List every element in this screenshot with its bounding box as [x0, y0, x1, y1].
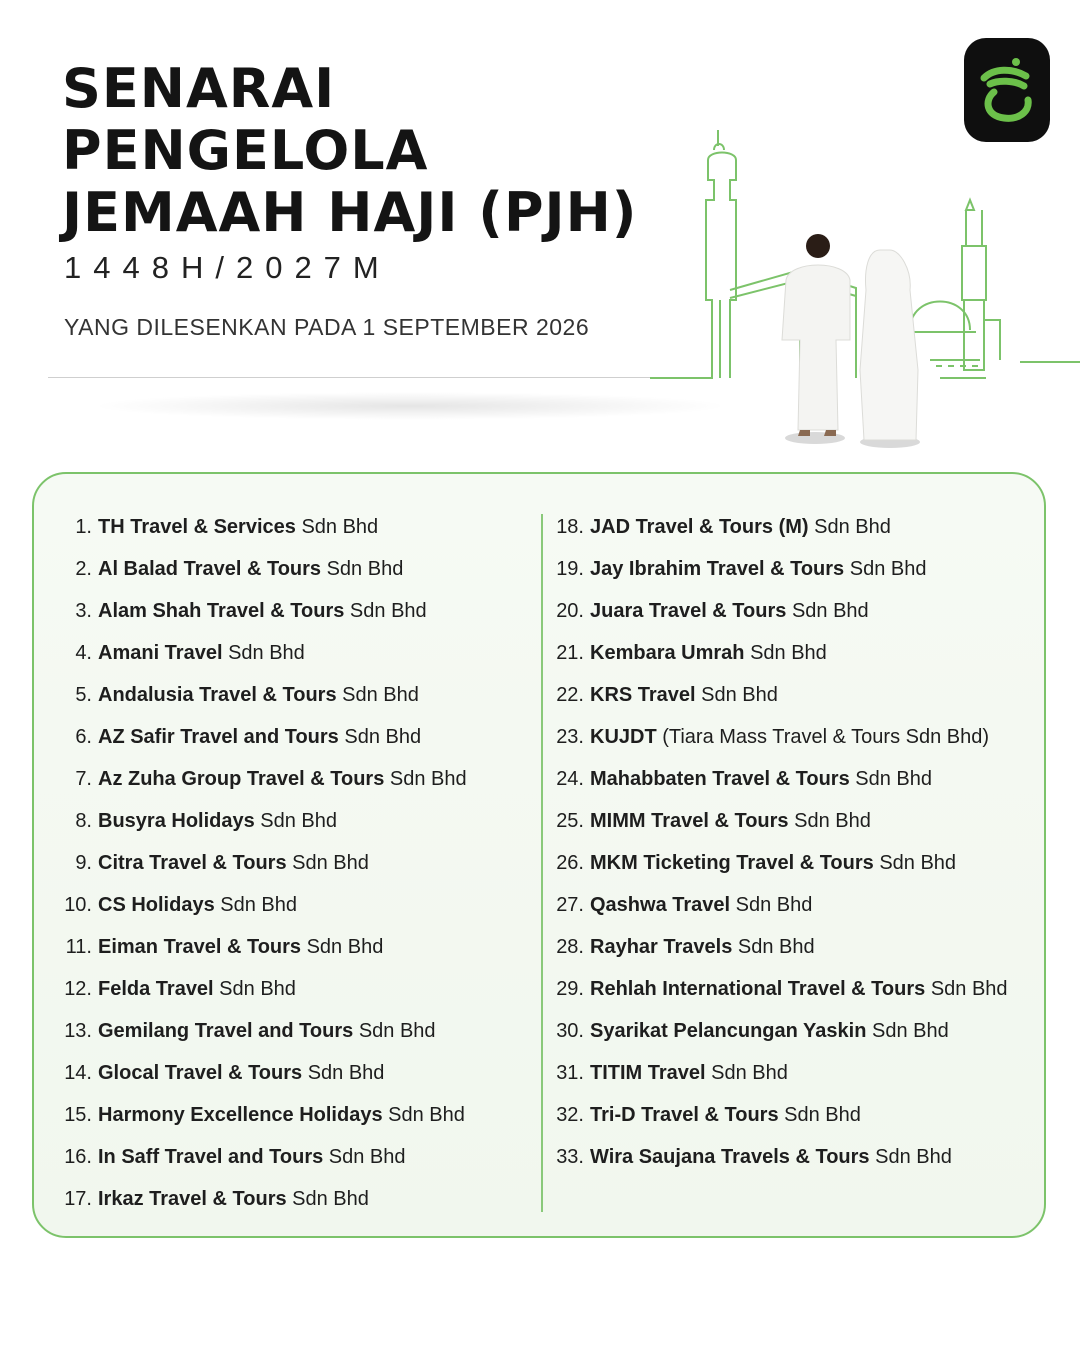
list-item-suffix: Sdn Bhd — [866, 1020, 949, 1042]
list-item-number: 8. — [75, 810, 92, 832]
list-item — [554, 1136, 1044, 1178]
list-item-suffix: Sdn Bhd — [344, 600, 427, 622]
list-item — [554, 674, 1044, 716]
list-item-name: TITIM Travel — [590, 1062, 706, 1084]
header-shadow — [90, 392, 730, 420]
list-item-number: 29. — [556, 978, 584, 1000]
list-item-name: Felda Travel — [98, 978, 214, 1000]
list-item-name: Eiman Travel & Tours — [98, 936, 302, 958]
list-item — [34, 590, 534, 632]
list-item-name: Alam Shah Travel & Tours — [98, 600, 345, 622]
list-item-suffix: Sdn Bhd — [286, 1188, 369, 1210]
list-item-suffix: Sdn Bhd — [730, 894, 813, 916]
pilgrims-illustration-icon — [640, 120, 1080, 465]
license-date-text: YANG DILESENKAN PADA 1 SEPTEMBER 2026 — [64, 314, 590, 340]
list-item-name: KRS Travel — [590, 684, 696, 706]
list-item-number: 28. — [556, 936, 584, 958]
list-item — [34, 1178, 534, 1220]
list-item-name: Gemilang Travel and Tours — [98, 1020, 354, 1042]
list-item-suffix: Sdn Bhd — [705, 1062, 788, 1084]
list-item-name: Rehlah International Travel & Tours — [590, 978, 926, 1000]
list-item-number: 20. — [556, 600, 584, 622]
list-item-suffix: Sdn Bhd — [254, 810, 338, 832]
list-item-name: MKM Ticketing Travel & Tours — [590, 852, 874, 874]
list-item-number: 15. — [64, 1104, 92, 1126]
list-item — [554, 1094, 1044, 1136]
list-item-number: 30. — [556, 1020, 584, 1042]
list-item — [34, 716, 534, 758]
list-item-name: Mahabbaten Travel & Tours — [590, 768, 850, 790]
list-item-suffix: Sdn Bhd — [849, 768, 932, 790]
list-item-suffix: Sdn Bhd — [732, 936, 815, 958]
list-item-number: 25. — [556, 810, 584, 832]
title-line-2: PENGELOLA — [62, 119, 429, 182]
list-item — [34, 632, 534, 674]
list-item-name: KUJDT — [590, 726, 657, 748]
list-item-name: Qashwa Travel — [590, 894, 731, 916]
list-item-suffix: Sdn Bhd — [286, 852, 369, 874]
list-item-name: Jay Ibrahim Travel & Tours — [590, 558, 845, 580]
list-item-suffix: Sdn Bhd — [808, 516, 891, 538]
list-item — [34, 800, 534, 842]
list-item-name: Harmony Excellence Holidays — [98, 1104, 383, 1126]
list-item-number: 7. — [75, 768, 92, 790]
list-item — [554, 506, 1044, 548]
list-item-name: Irkaz Travel & Tours — [98, 1188, 287, 1210]
list-item-name: Rayhar Travels — [590, 936, 733, 958]
pjh-list-card — [32, 472, 1046, 1238]
list-item-number: 16. — [64, 1146, 92, 1168]
list-item-suffix: Sdn Bhd — [323, 1146, 406, 1168]
list-item-suffix: Sdn Bhd — [925, 978, 1008, 1000]
list-item-suffix: Sdn Bhd — [336, 684, 419, 706]
list-column-right — [554, 506, 1044, 1178]
list-item-suffix: Sdn Bhd — [295, 516, 379, 538]
list-item-suffix: Sdn Bhd — [786, 600, 869, 622]
list-item-name: TH Travel & Services — [98, 516, 296, 538]
list-item-number: 22. — [556, 684, 584, 706]
list-item — [554, 842, 1044, 884]
list-item-suffix: Sdn Bhd — [844, 558, 927, 580]
list-item-suffix: Sdn Bhd — [214, 894, 297, 916]
list-item-suffix: Sdn Bhd — [873, 852, 957, 874]
list-item-suffix: Sdn Bhd — [338, 726, 422, 748]
list-item-number: 17. — [64, 1188, 92, 1210]
list-item-number: 10. — [64, 894, 92, 916]
list-item-suffix: Sdn Bhd — [213, 978, 296, 1000]
list-item — [554, 716, 1044, 758]
list-item — [554, 548, 1044, 590]
list-item-number: 21. — [556, 642, 584, 664]
list-item-suffix: Sdn Bhd — [384, 768, 467, 790]
list-item-suffix: Sdn Bhd — [302, 1062, 385, 1084]
list-item — [34, 1052, 534, 1094]
list-item-number: 9. — [75, 852, 92, 874]
list-item-name: Amani Travel — [98, 642, 223, 664]
list-item — [554, 926, 1044, 968]
list-item-number: 14. — [64, 1062, 92, 1084]
list-item-name: Andalusia Travel & Tours — [98, 684, 337, 706]
list-item — [34, 884, 534, 926]
list-item-name: CS Holidays — [98, 894, 215, 916]
list-item-number: 26. — [556, 852, 584, 874]
list-item-number: 18. — [556, 516, 584, 538]
list-item — [34, 968, 534, 1010]
list-item — [34, 842, 534, 884]
list-item-number: 32. — [556, 1104, 584, 1126]
list-item-number: 33. — [556, 1146, 584, 1168]
list-item-name: MIMM Travel & Tours — [590, 810, 789, 832]
list-item-number: 6. — [75, 726, 92, 748]
list-item-suffix: Sdn Bhd — [353, 1020, 436, 1042]
list-item-suffix: Sdn Bhd — [869, 1146, 952, 1168]
list-item-number: 4. — [75, 642, 92, 664]
list-item — [34, 506, 534, 548]
list-item-name: In Saff Travel and Tours — [98, 1146, 324, 1168]
list-item-name: Glocal Travel & Tours — [98, 1062, 303, 1084]
list-item — [34, 1010, 534, 1052]
list-item-name: AZ Safir Travel and Tours — [98, 726, 339, 748]
list-item-number: 12. — [64, 978, 92, 1000]
list-item — [34, 548, 534, 590]
list-item-number: 23. — [556, 726, 584, 748]
list-item-name: Syarikat Pelancungan Yaskin — [590, 1020, 867, 1042]
list-item-suffix: Sdn Bhd — [778, 1104, 861, 1126]
list-item-suffix: Sdn Bhd — [301, 936, 384, 958]
list-item-number: 11. — [65, 936, 92, 958]
list-item — [554, 884, 1044, 926]
list-item-name: JAD Travel & Tours (M) — [590, 516, 809, 538]
list-item-name: Az Zuha Group Travel & Tours — [98, 768, 385, 790]
list-item — [554, 968, 1044, 1010]
year-subtitle: 1448H/2027M — [64, 250, 391, 285]
list-item — [554, 800, 1044, 842]
list-item — [34, 1136, 534, 1178]
list-item-number: 13. — [64, 1020, 92, 1042]
list-column-left — [34, 506, 534, 1220]
list-item-number: 5. — [75, 684, 92, 706]
list-item-name: Busyra Holidays — [98, 810, 255, 832]
list-item-number: 27. — [556, 894, 584, 916]
list-item-suffix: Sdn Bhd — [382, 1104, 465, 1126]
list-item — [554, 758, 1044, 800]
title-line-1: SENARAI — [62, 57, 336, 120]
list-item-number: 24. — [556, 768, 584, 790]
page-title — [62, 58, 637, 244]
list-item — [554, 590, 1044, 632]
list-item-name: Kembara Umrah — [590, 642, 745, 664]
list-item-name: Juara Travel & Tours — [590, 600, 787, 622]
list-item-suffix: Sdn Bhd — [744, 642, 827, 664]
list-item — [554, 1052, 1044, 1094]
list-item-number: 19. — [556, 558, 584, 580]
list-item-suffix: Sdn Bhd — [695, 684, 778, 706]
header-divider — [48, 377, 668, 378]
list-item — [34, 758, 534, 800]
list-item-name: Wira Saujana Travels & Tours — [590, 1146, 870, 1168]
list-item-suffix: Sdn Bhd — [321, 558, 404, 580]
list-item-number: 31. — [556, 1062, 584, 1084]
list-item-number: 3. — [75, 600, 92, 622]
list-item-suffix: Sdn Bhd — [788, 810, 871, 832]
list-item-suffix: Sdn Bhd — [222, 642, 305, 664]
list-item-name: Citra Travel & Tours — [98, 852, 287, 874]
list-item-suffix: (Tiara Mass Travel & Tours Sdn Bhd) — [656, 726, 990, 748]
list-item-name: Tri-D Travel & Tours — [590, 1104, 779, 1126]
list-item-name: Al Balad Travel & Tours — [98, 558, 322, 580]
list-item-number: 2. — [75, 558, 92, 580]
list-item — [554, 632, 1044, 674]
list-item — [554, 1010, 1044, 1052]
list-item — [34, 926, 534, 968]
list-item — [34, 674, 534, 716]
list-item — [34, 1094, 534, 1136]
list-item-number: 1. — [75, 516, 92, 538]
title-line-3: JEMAAH HAJI (PJH) — [62, 181, 638, 244]
column-divider — [541, 514, 543, 1212]
